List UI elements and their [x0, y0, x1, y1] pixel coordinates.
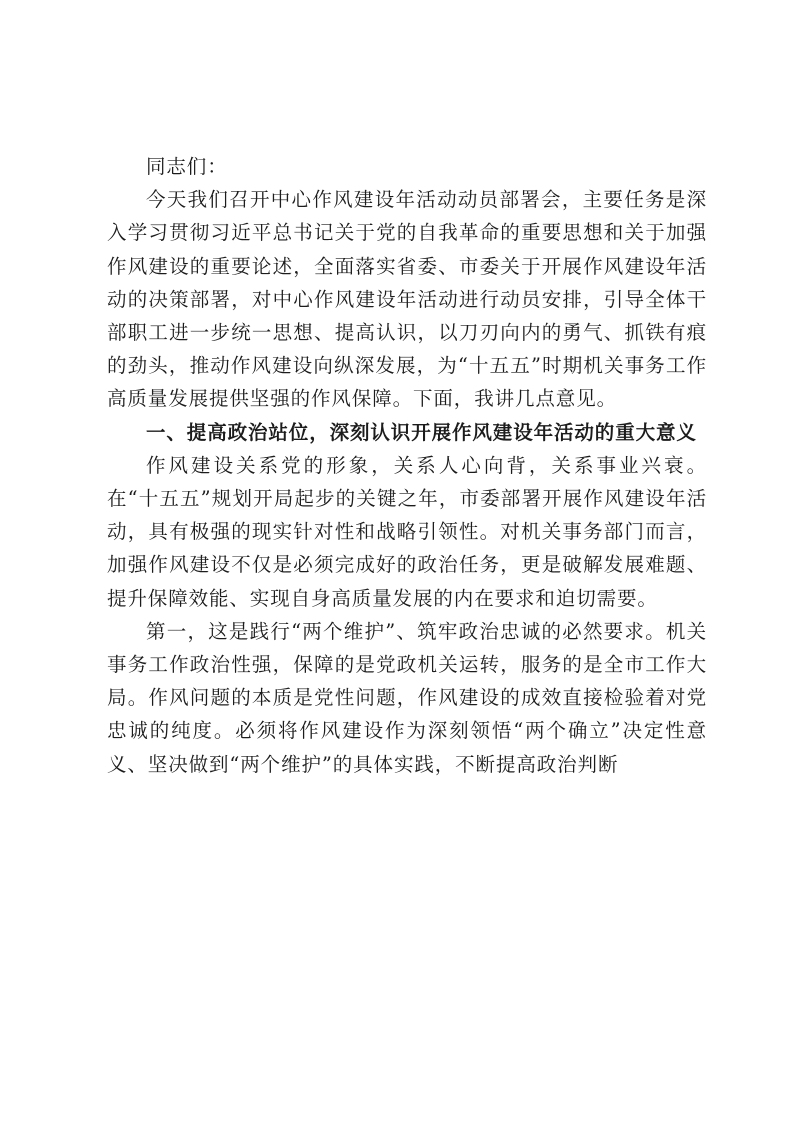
body-paragraph: 作风建设关系党的形象，关系人心向背，关系事业兴衰。在“十五五”规划开局起步的关键之年，市委部署开展作风建设年活动，具有极强的现实针对性和战略引领性。对机关事务部门而言，加强作风建设不仅是必须完成好的政治任务，更是破解发展难题、提升保障效能、实现自身高质量发展的内在要求和迫切需要。	[107, 453, 707, 610]
salutation: 同志们：	[146, 155, 228, 178]
intro-paragraph: 今天我们召开中心作风建设年活动动员部署会，主要任务是深入学习贯彻习近平总书记关于党的自我革命的重要思想和关于加强作风建设的重要论述，全面落实省委、市委关于开展作风建设年活动的决策部署，对中心作风建设年活动进行动员安排，引导全体干部职工进一步统一思想、提高认识，以刀刃向内的勇气、抓铁有痕的劲头，推动作风建设向纵深发展，为“十五五”时期机关事务工作高质量发展提供坚强的作风保障。下面，我讲几点意见。	[107, 188, 707, 411]
document-body	[107, 150, 707, 781]
body-paragraph: 第一，这是践行“两个维护”、筑牢政治忠诚的必然要求。机关事务工作政治性强，保障的是党政机关运转，服务的是全市工作大局。作风问题的本质是党性问题，作风建设的成效直接检验着对党忠诚的纯度。必须将作风建设作为深刻领悟“两个确立”决定性意义、坚决做到“两个维护”的具体实践，不断提高政治判断	[107, 619, 707, 776]
section-heading: 一、提高政治站位，深刻认识开展作风建设年活动的重大意义	[146, 420, 697, 444]
